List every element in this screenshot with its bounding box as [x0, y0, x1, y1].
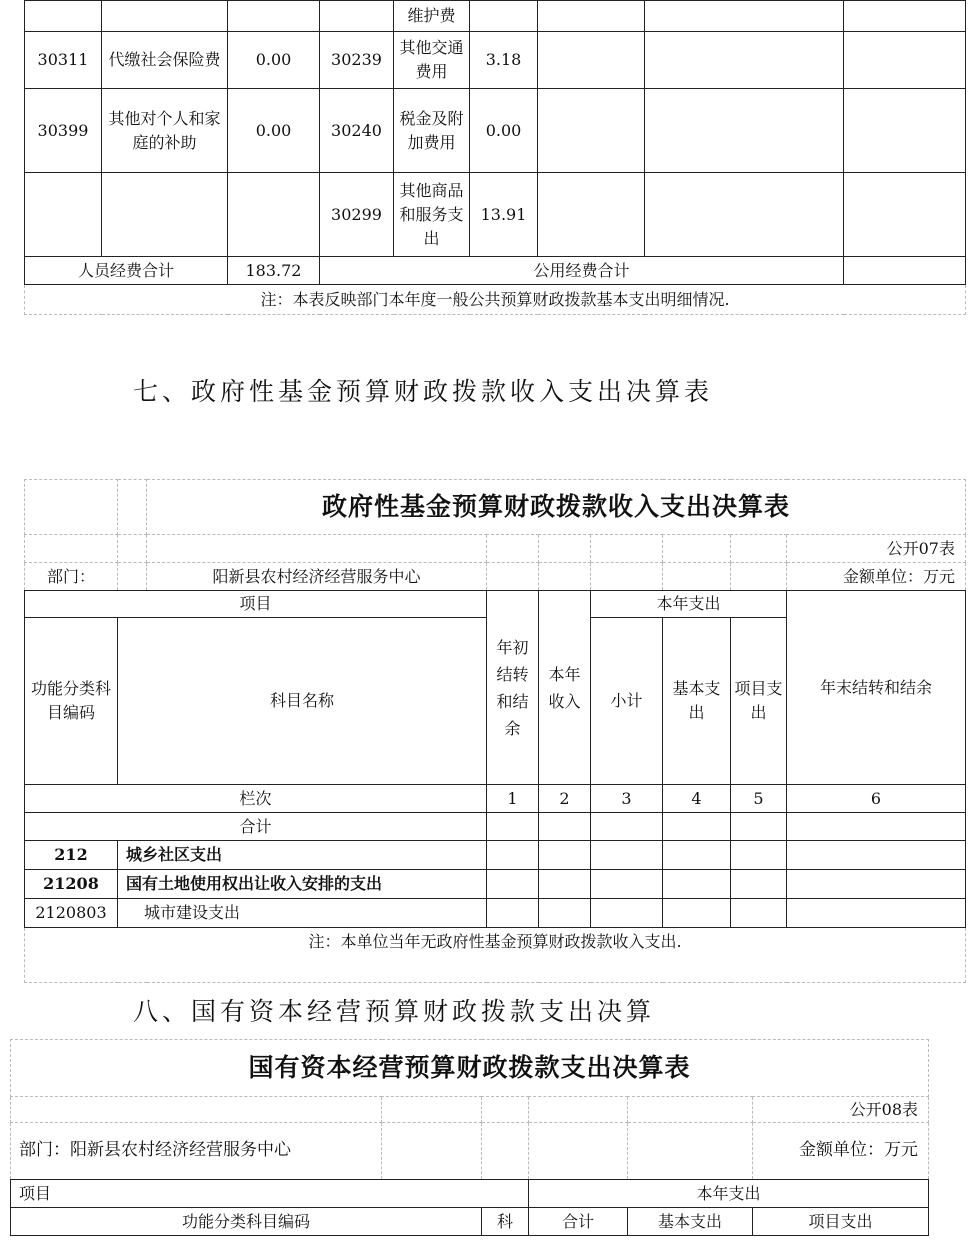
col-row-label: 栏次 [25, 785, 487, 813]
header-project: 项目 [25, 591, 487, 618]
subject-name-cell: 其他对个人和家庭的补助 [102, 89, 228, 173]
header-project-exp: 项目支出 [731, 618, 787, 785]
personnel-total-label: 人员经费合计 [25, 257, 228, 285]
amount-cell: 0.00 [228, 89, 320, 173]
header-subject: 科 [482, 1208, 529, 1236]
table-row [25, 899, 966, 928]
subject-name-cell: 城市建设支出 [118, 899, 487, 928]
personnel-total-value: 183.72 [228, 257, 320, 285]
table-title: 政府性基金预算财政拨款收入支出决算表 [147, 480, 966, 535]
header-func-code: 功能分类科目编码 [25, 618, 118, 785]
header-total: 合计 [529, 1208, 628, 1236]
total-row [25, 813, 966, 841]
header-current-expense: 本年支出 [529, 1180, 929, 1208]
note-row [25, 928, 966, 983]
subject-name-cell: 城乡社区支出 [118, 841, 487, 870]
table-row [25, 1, 966, 32]
table-row [25, 32, 966, 89]
header-project-exp: 项目支出 [753, 1208, 929, 1236]
amount-cell: 0.00 [228, 32, 320, 89]
amount-cell: 3.18 [470, 32, 538, 89]
col-index: 4 [663, 785, 731, 813]
amount-cell: 13.91 [470, 173, 538, 257]
table-number: 公开07表 [787, 535, 966, 563]
col-index: 2 [539, 785, 591, 813]
total-label: 合计 [25, 813, 487, 841]
econ-code-cell: 30239 [320, 32, 394, 89]
header-current-income: 本年收入 [539, 591, 591, 785]
col-index: 5 [731, 785, 787, 813]
header-ending-balance: 年末结转和结余 [787, 591, 966, 785]
table06-tail [24, 0, 966, 315]
subject-name-cell: 维护费 [394, 1, 470, 32]
amount-unit: 金额单位：万元 [787, 563, 966, 591]
col-index: 6 [787, 785, 966, 813]
dept-name: 阳新县农村经济经营服务中心 [147, 563, 487, 591]
amount-unit: 金额单位：万元 [753, 1123, 929, 1180]
header-basic: 基本支出 [663, 618, 731, 785]
table08 [10, 1039, 929, 1236]
econ-code-cell: 30399 [25, 89, 102, 173]
header-subtotal: 小计 [591, 618, 663, 785]
table-row [25, 173, 966, 257]
subject-name-cell: 国有土地使用权出让收入安排的支出 [118, 870, 487, 899]
table07 [24, 479, 966, 983]
col-index: 3 [591, 785, 663, 813]
func-code-cell: 21208 [25, 870, 118, 899]
econ-code-cell: 30299 [320, 173, 394, 257]
table-row [25, 841, 966, 870]
header-func-code: 功能分类科目编码 [11, 1208, 482, 1236]
section-heading-8: 八、国有资本经营预算财政拨款支出决算 [133, 997, 656, 1026]
col-index: 1 [487, 785, 539, 813]
section-heading-7: 七、政府性基金预算财政拨款收入支出决算表 [133, 377, 714, 406]
table-title: 国有资本经营预算财政拨款支出决算表 [11, 1040, 929, 1097]
public-total-label: 公用经费合计 [320, 257, 844, 285]
totals-row [25, 257, 966, 285]
func-code-cell: 212 [25, 841, 118, 870]
econ-code-cell: 30311 [25, 32, 102, 89]
header-beginning-balance: 年初结转和结余 [487, 591, 539, 785]
table-note: 注：本表反映部门本年度一般公共预算财政拨款基本支出明细情况. [25, 285, 966, 315]
subject-name-cell: 其他交通费用 [394, 32, 470, 89]
header-subject-name: 科目名称 [118, 618, 487, 785]
func-code-cell: 2120803 [25, 899, 118, 928]
subject-name-cell: 税金及附加费用 [394, 89, 470, 173]
header-project: 项目 [11, 1180, 529, 1208]
table-row [25, 870, 966, 899]
subject-name-cell: 其他商品和服务支出 [394, 173, 470, 257]
dept-label: 部门： [25, 563, 118, 591]
table-number: 公开08表 [753, 1097, 929, 1123]
table-row [25, 89, 966, 173]
header-basic: 基本支出 [628, 1208, 753, 1236]
note-row [25, 285, 966, 315]
column-index-row [25, 785, 966, 813]
subject-name-cell: 代缴社会保险费 [102, 32, 228, 89]
econ-code-cell: 30240 [320, 89, 394, 173]
table-note: 注：本单位当年无政府性基金预算财政拨款收入支出. [25, 928, 966, 983]
amount-cell: 0.00 [470, 89, 538, 173]
dept-label: 部门：阳新县农村经济经营服务中心 [11, 1123, 382, 1180]
header-current-expense: 本年支出 [591, 591, 787, 618]
